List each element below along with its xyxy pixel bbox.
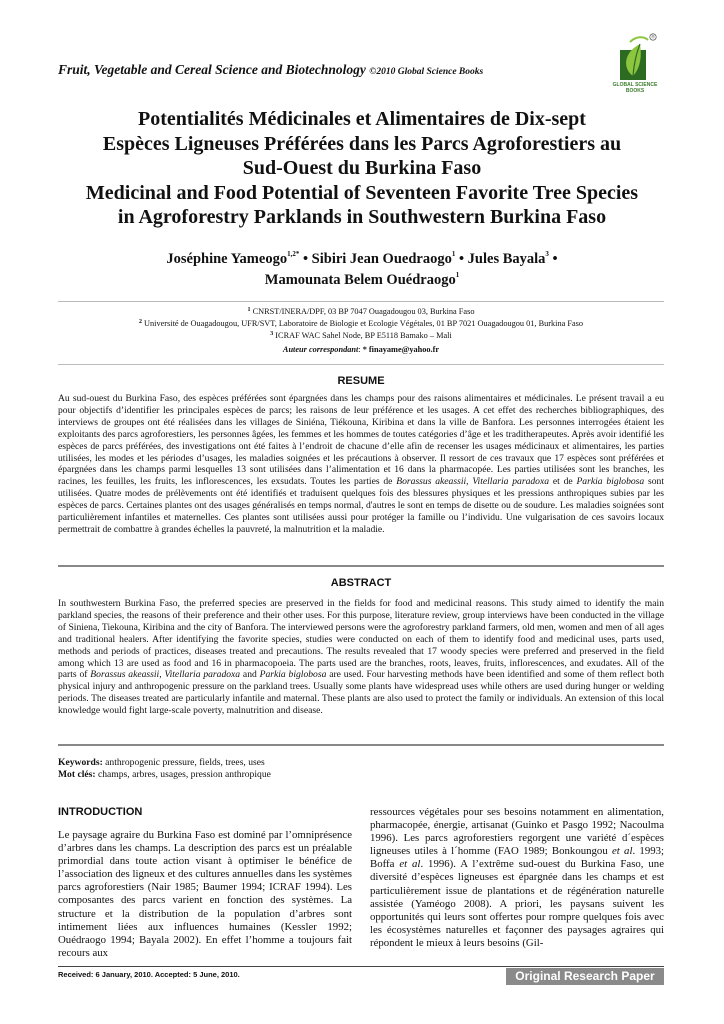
author-affil-sup: 1 [455, 271, 460, 279]
journal-name: Fruit, Vegetable and Cereal Science and Biotechnology [58, 62, 366, 77]
intro-part: . 1996). A l’extrême sud-ouest du Burkina Faso, une diversité d’espèces ligneuses est épargnée dans les champs et est particulièrement issue de plantations et de régénération naturelle assistée (Yaméogo 2008). A priori, les paysans suivent les opportunités qui leurs sont offertes pour rompre quelques fois avec les écosystèmes naturelles et façonner des paysages agraires qui répondent le mieux à leurs besoins (Gil- [370, 858, 665, 949]
original-research-badge: Original Research Paper [506, 968, 664, 985]
footer-divider [58, 966, 664, 967]
author-separator: • [548, 251, 558, 267]
author-list [60, 249, 664, 291]
intro-etal: et al [611, 845, 633, 858]
divider [58, 364, 664, 365]
affiliation-text: CNRST/INERA/DPF, 03 BP 7047 Ouagadougou 03, Burkina Faso [250, 307, 475, 316]
title-fr-line3: Sud-Ouest du Burkina Faso [242, 157, 482, 179]
corresponding-label: Auteur correspondant [282, 345, 359, 354]
title-fr-line2: Espèces Ligneuses Préférées dans les Parcs Agroforestiers au [102, 132, 622, 155]
affiliation-line [58, 318, 664, 330]
affiliations [58, 306, 664, 356]
abstract-part: are used. Four harvesting methods have been identified and some of them reflect both physical injury and anthropogenic pressure on the parkland trees. Usually some plants have widespread uses while others are used during hunger or welding periods. The diseases treated are particularly infantile and maternal. These plants are also used to protect the family or individuals. An extension of this local knowledge would fight large-scale poverty, malnutrition and disease. [58, 669, 665, 717]
logo-text-line2: BOOKS [625, 88, 645, 94]
species-name: Vitellaria paradoxa [472, 476, 550, 488]
keywords-text: anthropogenic pressure, fields, trees, uses [102, 757, 265, 768]
resume-part: et de [549, 476, 577, 488]
journal-copyright: ©2010 Global Science Books [369, 67, 484, 77]
author-name: Sibiri Jean Ouedraogo [311, 251, 452, 267]
keywords-label: Keywords: [58, 757, 103, 768]
affiliation-line [58, 330, 664, 342]
journal-header [58, 62, 483, 78]
species-name: Borassus akeassii [90, 669, 160, 681]
title-fr-line1: Potentialités Médicinales et Alimentaires de Dix-sept [138, 108, 586, 130]
received-dates: Received: 6 January, 2010. Accepted: 5 June, 2010. [58, 970, 240, 979]
divider [58, 565, 664, 567]
affiliation-text: Université de Ouagadougou, UFR/SVT, Laboratoire de Biologie et Ecologie Végétales, 01 BP 7021 Ouagadougou 01, Burkina Faso [141, 319, 584, 328]
corresponding-email[interactable]: * finayame@yahoo.fr [362, 345, 440, 354]
author-affil-sup: 1 [451, 250, 456, 258]
introduction-left-column: Le paysage agraire du Burkina Faso est dominé par l’omniprésence d’arbres dans les champs. La description des parcs est un préalable primordial dans toute action visant à optimiser le bénéfice de l’association des ligneux et des cultures annuelles dans les systèmes parcs agroforestiers (Nair 1985; Baumer 1994; ICRAF 1994). Les composantes des parcs varient en fonction des systèmes. La structure et la distribution de la population d’arbres sont intimement liées aux influences humaines (Kessler 1992; Ouédraogo 1994; Bayala 2002). En effet l’homme a toujours fait recours aux [58, 829, 352, 959]
author-separator: • [299, 251, 312, 267]
intro-part: ressources végétales pour ses besoins notamment en alimentation, pharmacopée, énergie, artisanat (Guinko et Pasgo 1992; Nacoulma 1996). Les parcs agroforestiers regorgent une variété d´espèces ligneuses utiles à l´homme (FAO 1989; Bonkoungou [370, 806, 664, 858]
species-name: Parkia biglobosa [576, 476, 645, 488]
resume-heading: RESUME [337, 375, 385, 387]
keywords [58, 757, 664, 781]
author-name: Mamounata Belem Ouédraogo [264, 272, 456, 288]
author-separator: • [455, 251, 468, 267]
title-en-line2: in Agroforestry Parklands in Southwestern Burkina Faso [117, 206, 607, 228]
registered-mark: ® [651, 34, 655, 40]
species-name: Borassus akeassii [396, 476, 467, 488]
abstract-heading: ABSTRACT [330, 577, 392, 589]
abstract-part: In southwestern Burkina Faso, the preferred species are preserved in the fields for food and medicinal reasons. This study aimed to identify the main parkland species, the reasons of their preference and their other uses. For this purpose, literature review, group interviews have been conducted in the village of Siniena, Tiekouna, Kiribina and the city of Banfora. The interviewed persons were the agroforestry parkland farmers, old men, women and men of all ages and traditional healers. After identifying the favorite species, studies were conducted on each of them to identify food and medicinal uses, parts used, methods and periods of practices, diseases treated and precautions. The results revealed that 17 woody species were preferred and preserved in the field among which 13 are used as food and 16 in pharmacopoeia. The parts used are the branches, roots, leaves, fruits, inflorescences, and exudates. All of the parts of [58, 598, 664, 681]
author-affil-sup: 3 [545, 250, 549, 258]
abstract-part: and [240, 669, 260, 681]
divider [58, 744, 664, 746]
corresponding-author [58, 344, 664, 356]
abstract-part: , [159, 669, 165, 681]
affiliation-line [58, 306, 664, 318]
abstract-text [58, 598, 664, 717]
keywords-fr-label: Mot clés: [58, 769, 96, 780]
intro-part: . 1993; Boffa [370, 845, 665, 871]
species-name: Parkia biglobosa [259, 669, 327, 681]
corresponding-colon: : [358, 345, 363, 354]
article-title [40, 107, 684, 230]
divider [58, 301, 664, 302]
publisher-logo [612, 32, 658, 102]
resume-part: , [466, 476, 473, 488]
resume-text [58, 393, 664, 536]
affiliation-num: 3 [270, 331, 274, 337]
species-name: Vitellaria paradoxa [164, 669, 241, 681]
author-name: Joséphine Yameogo [166, 251, 288, 267]
resume-part: Au sud-ouest du Burkina Faso, des espèces préférées sont épargnées dans les champs pour des raisons alimentaires et médicinales. Le présent travail a eu pour objectifs d’identifier les principales espèces de parcs; les raisons de leur préférence et les usages. A cet effet des recherches bibliographiques, des interviews de groupes ont été réalisées dans les villages de Siniéna, Tiékouna, Kiribina et dans la ville de Banfora. Les personnes interrogées étaient les exploitants des parcs agroforestiers, les personnes âgées, les femmes et les hommes de toutes catégories d’âge et les tradithеrapeutes. Après avoir identifié les espèces de parcs préférées, des investigations ont été faites à l’endroit de chacune d’elle afin de recenser les usages médicinaux et alimentaires, les parties utilisées, les modes et les périodes d’usages, les maladies soignées et les précautions à observer. Il ressort de ces travaux que 17 espèces sont préférées et épargnées dans les champs parmi lesquelles 13 sont utilisées dans l’alimentation et 16 dans la pharmacopée. Les parties utilisées sont les branches, les racines, les feuilles, les fruits, les inflorescences, les exsudats. Toutes les parties de [58, 393, 664, 488]
keywords-fr-text: champs, arbres, usages, pression anthropique [95, 769, 271, 780]
intro-etal: et al [399, 858, 421, 871]
title-en-line1: Medicinal and Food Potential of Seventeen Favorite Tree Species [85, 181, 639, 204]
introduction-heading: INTRODUCTION [58, 806, 143, 818]
leaf-logo-icon [612, 32, 658, 82]
affiliation-num: 2 [138, 319, 142, 325]
logo-text [612, 82, 658, 94]
affiliation-text: ICRAF WAC Sahel Node, BP E5118 Bamako – Mali [273, 331, 452, 340]
author-name: Jules Bayala [467, 251, 546, 267]
affiliation-num: 1 [247, 307, 251, 313]
author-affil-sup: 1,2* [287, 250, 300, 258]
logo-text-line1: GLOBAL SCIENCE [612, 82, 658, 88]
resume-part: sont utilisées. Quatre modes de prélèvements ont été identifiés et traduisent quelques fois des blessures physiques et les pressions anthropiques subies par les espèces de parcs. Certaines plantes ont des usages généralisés en temps normal, d'autres le sont en temps de disette ou de soudure. Les maladies soignées sont particulièrement infantiles et maternelles. Ces plantes sont utilisées aussi pour protéger la famille ou l’individu. Une vulgarisation de ces savoirs locaux permettrait de combattre à grandes échelles la pauvreté, la malnutrition et la maladie. [58, 476, 665, 535]
introduction-right-column [370, 806, 664, 950]
